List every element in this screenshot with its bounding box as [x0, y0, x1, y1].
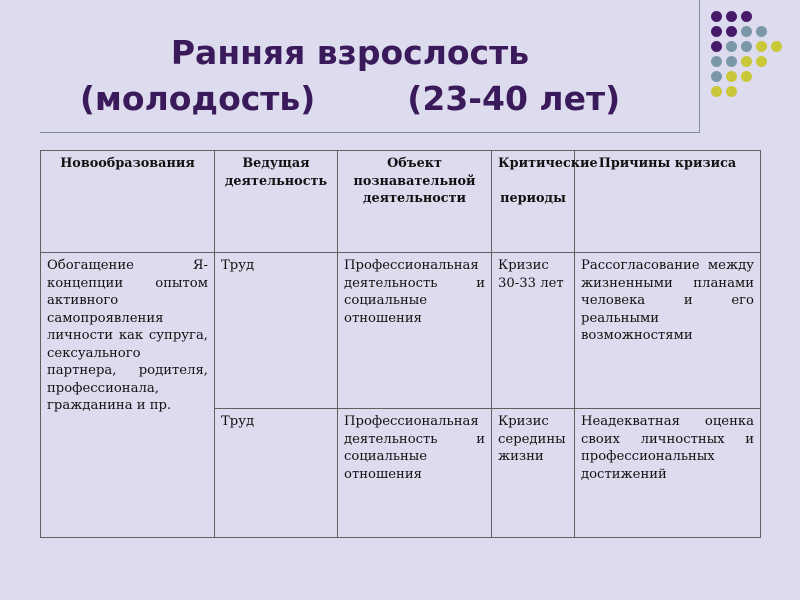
decorative-dot — [771, 41, 782, 52]
age-period-table — [40, 150, 761, 538]
header-critical-periods-line1: Критические — [498, 156, 598, 171]
cell-cause: Рассогласование между жизненными планами человека и его реальными возможностями — [575, 253, 761, 409]
decorative-dot — [726, 56, 737, 67]
decorative-dot — [741, 26, 752, 37]
header-leading-activity: Ведущая деятельность — [215, 151, 338, 253]
title-divider-horizontal — [40, 132, 700, 133]
header-neoformations: Новообразования — [41, 151, 215, 253]
slide-title — [40, 30, 660, 122]
cell-activity: Труд — [215, 253, 338, 409]
decorative-dot — [741, 11, 752, 22]
header-crisis-causes: Причины кризиса — [575, 151, 761, 253]
title-line-2: (молодость) (23-40 лет) — [79, 79, 621, 118]
decorative-dot — [741, 71, 752, 82]
decorative-dot — [711, 56, 722, 67]
cell-object: Профессиональная деятельность и социальные отношения — [338, 253, 492, 409]
decorative-dot — [711, 86, 722, 97]
decorative-dot — [741, 56, 752, 67]
decorative-dot — [726, 86, 737, 97]
header-critical-periods-line2: периоды — [500, 190, 566, 206]
header-cognitive-object: Объект познавательной деятельности — [338, 151, 492, 253]
table-row — [41, 253, 761, 409]
decorative-dot — [756, 26, 767, 37]
cell-activity: Труд — [215, 409, 338, 538]
decorative-dot — [711, 11, 722, 22]
table-header-row — [41, 151, 761, 253]
cell-object: Профессиональная деятельность и социальные отношения — [338, 409, 492, 538]
header-critical-periods — [492, 151, 598, 253]
decorative-dot — [726, 71, 737, 82]
decorative-dot — [711, 41, 722, 52]
cell-period: Кризис 30-33 лет — [492, 253, 575, 409]
decorative-dot — [756, 41, 767, 52]
decorative-dot — [726, 41, 737, 52]
cell-cause: Неадекватная оценка своих личностных и профессиональных достижений — [575, 409, 761, 538]
decorative-dot — [711, 71, 722, 82]
cell-period: Кризис середины жизни — [492, 409, 575, 538]
decorative-dot — [741, 41, 752, 52]
decorative-dot — [726, 11, 737, 22]
decorative-dot — [726, 26, 737, 37]
cell-neoformation: Обогащение Я-концепции опытом активного самопроявления личности как супруга, сексуального партнера, родителя, профессионала, гражданина и пр. — [41, 253, 215, 538]
decorative-dot — [756, 56, 767, 67]
title-divider-vertical — [699, 0, 700, 133]
title-line-1: Ранняя взрослость — [170, 33, 530, 72]
decorative-dot — [711, 26, 722, 37]
